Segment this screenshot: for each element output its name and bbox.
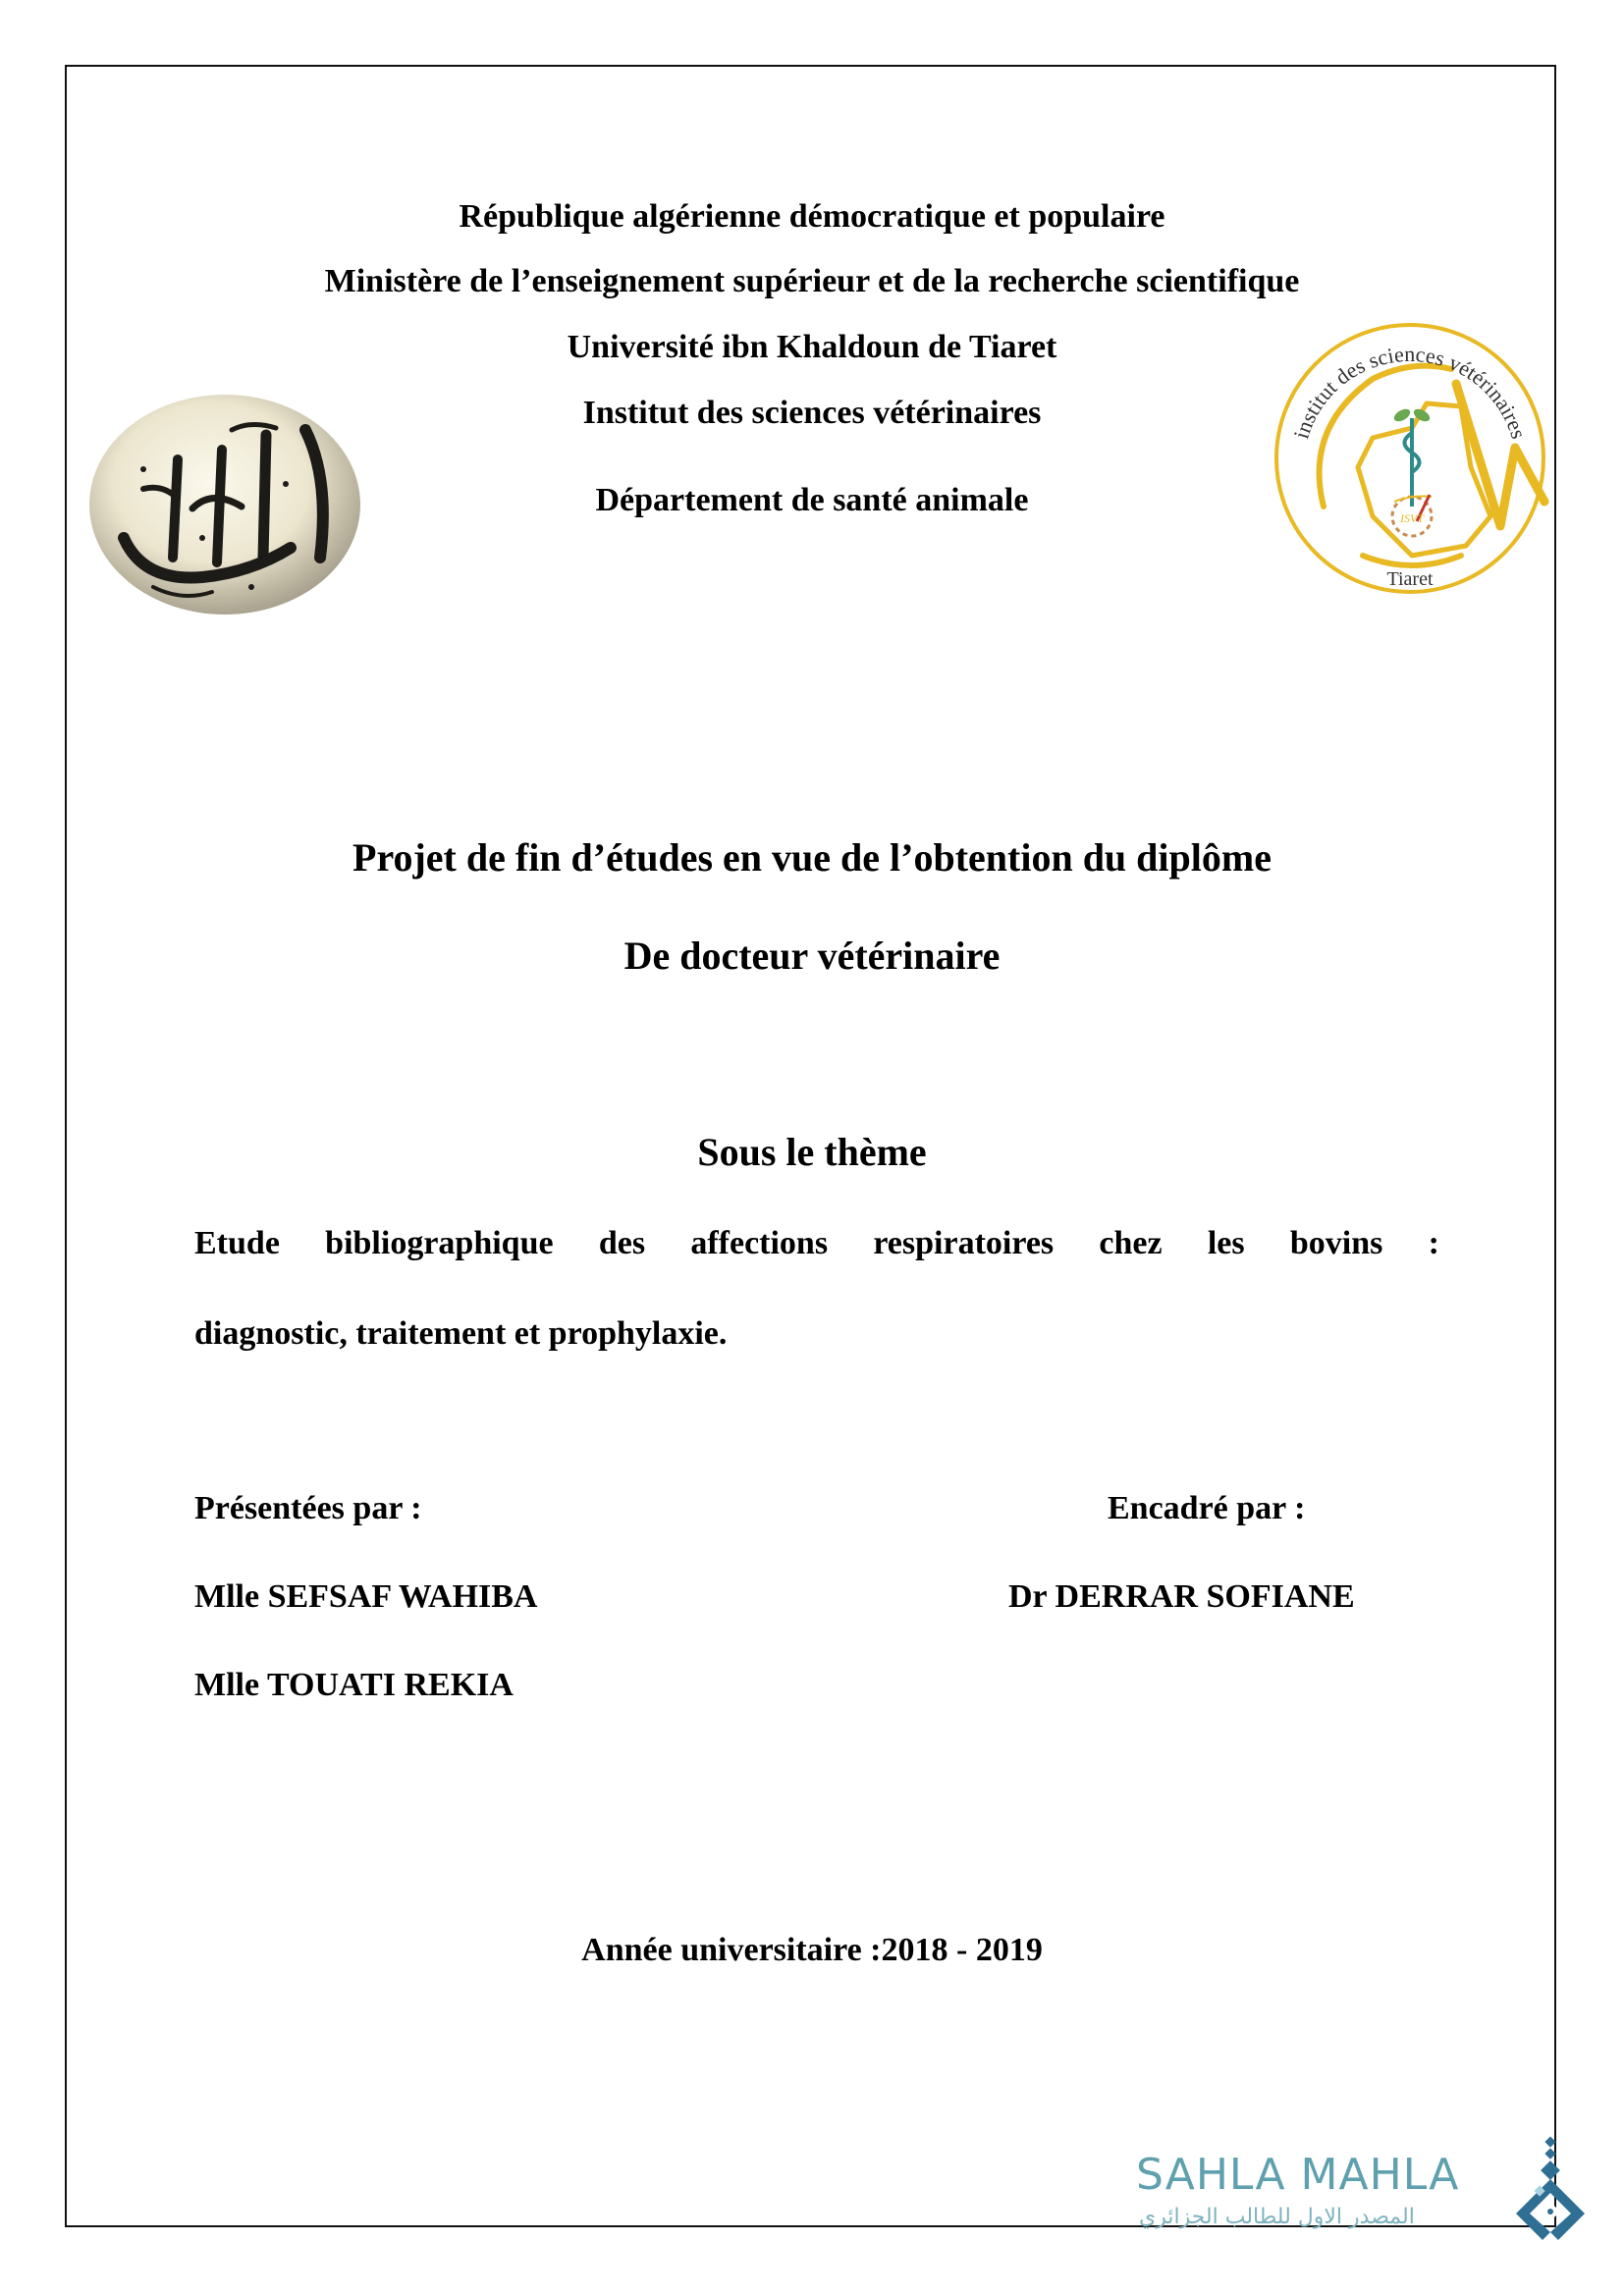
ministry-line: Ministère de l’enseignement supérieur et de la recherche scientifique — [324, 263, 1300, 299]
theme-word: : — [1428, 1225, 1439, 1261]
student-name-2: Mlle TOUATI REKIA — [194, 1667, 514, 1703]
watermark-subtitle: المصدر الاول للطالب الجزائري — [1139, 2205, 1415, 2229]
department-line: Département de santé animale — [595, 482, 1029, 518]
project-title-line-2: De docteur vétérinaire — [623, 934, 1001, 978]
svg-text:Tiaret: Tiaret — [1386, 568, 1434, 590]
academic-year: Année universitaire :2018 - 2019 — [581, 1932, 1043, 1968]
republic-line: République algérienne démocratique et populaire — [459, 198, 1165, 235]
theme-word: affections — [690, 1225, 829, 1261]
theme-word: respiratoires — [873, 1225, 1055, 1261]
theme-text-line-2: diagnostic, traitement et prophylaxie. — [194, 1315, 728, 1352]
theme-word: bovins — [1289, 1225, 1383, 1261]
institute-line: Institut des sciences vétérinaires — [582, 395, 1042, 431]
theme-word: bibliographique — [325, 1225, 554, 1261]
theme-word: les — [1207, 1225, 1245, 1261]
watermark-title: SAHLA MAHLA — [1136, 2150, 1460, 2200]
theme-label: Sous le thème — [697, 1130, 927, 1174]
university-line: Université ibn Khaldoun de Tiaret — [567, 329, 1057, 365]
theme-word: des — [598, 1225, 646, 1261]
theme-word: Etude — [194, 1225, 280, 1261]
institut-sciences-veterinaires-logo — [1265, 320, 1555, 597]
sahla-mahla-logo-icon — [1514, 2136, 1591, 2244]
sahla-mahla-watermark — [1129, 2128, 1591, 2236]
theme-word: chez — [1099, 1225, 1163, 1261]
supervised-by-label: Encadré par : — [1108, 1490, 1306, 1526]
presented-by-label: Présentées par : — [194, 1490, 422, 1526]
student-name-1: Mlle SEFSAF WAHIBA — [194, 1578, 538, 1615]
supervisor-name: Dr DERRAR SOFIANE — [1008, 1578, 1355, 1615]
theme-text-line-1 — [194, 1225, 1439, 1262]
ibn-khaldoun-university-logo — [84, 391, 365, 618]
svg-text:institut des sciences vétérina: institut des sciences vétérinaires — [1288, 341, 1532, 442]
svg-text:ISVT: ISVT — [1400, 511, 1424, 525]
project-title-line-1: Projet de fin d’études en vue de l’obtention du diplôme — [352, 835, 1272, 880]
